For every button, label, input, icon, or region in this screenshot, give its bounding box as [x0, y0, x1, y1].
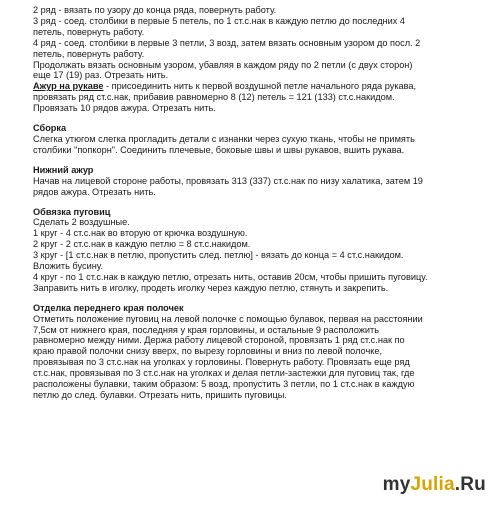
document-body — [33, 5, 473, 401]
sleeve-heading: Ажур на рукаве — [33, 81, 104, 92]
sleeve-section — [33, 81, 473, 114]
front-edge-text: Отметить положение пуговиц на левой полочке с помощью булавок, первая на расстоянии 7,5см от нижнего края, последняя у края горловины, и остальные 9 расположить равномерно между ними. Держа работу лицевой стороной, провязать 1 ряд ст.с.нак по краю правой полочки снизу вверх, по вырезу горловины и вниз по левой полочке, провязывая по 3 ст.с.нак на уголках у горловины. Повернуть работу. Провязать еще ряд ст.с.нак, провязывая по 3 ст.с.нак на уголках и делая петли-застежки для пуговиц так, где расположены булавки, таким образом: 5 возд, пропустить 3 петли, по 1 ст.с.нак в каждую петлю до след. булавки. Отрезать нить, пришить пуговицы. — [33, 313, 423, 400]
logo-part-my: my — [382, 474, 411, 495]
bottom-lace-heading: Нижний ажур — [33, 164, 94, 175]
buttons-line: 2 круг - 2 ст.с.нак в каждую петлю = 8 ст.с.накидом. — [33, 239, 251, 250]
buttons-section — [33, 207, 473, 294]
intro-row-3: 3 ряд - соед. столбики в первые 5 петель, по 1 ст.с.нак в каждую петлю до последних 4 петель, повернуть работу. — [33, 15, 406, 37]
assembly-heading: Сборка — [33, 123, 67, 134]
front-edge-section — [33, 303, 473, 401]
buttons-heading: Обвязка пуговиц — [33, 206, 111, 217]
bottom-lace-section — [33, 165, 473, 198]
front-edge-heading: Отделка переднего края полочек — [33, 302, 184, 313]
buttons-line: 1 круг - 4 ст.с.нак во вторую от крючка воздушную. — [33, 228, 248, 239]
logo-part-julia: Julia — [410, 474, 455, 495]
buttons-line: 4 круг - по 1 ст.с.нак в каждую петлю, отрезать нить, оставив 20см, чтобы пришить пуговицу. — [33, 271, 428, 282]
bottom-lace-text: Начав на лицевой стороне работы, провязать 313 (337) ст.с.нак по низу халатика, затем 19 рядов ажура. Отрезать нить. — [33, 175, 423, 197]
intro-continue: Продолжать вязать основным узором, убавляя в каждом ряду по 2 петли (с двух сторон) еще 17 (19) раз. Отрезать нить. — [33, 59, 413, 81]
site-logo — [383, 474, 486, 496]
buttons-line: Вложить бусину. — [33, 261, 103, 272]
intro-row-2: 2 ряд - вязать по узору до конца ряда, повернуть работу. — [33, 5, 277, 15]
buttons-line: Сделать 2 воздушные. — [33, 217, 130, 228]
intro-row-4: 4 ряд - соед. столбики в первые 3 петли, 3 возд, затем вязать основным узором до посл. 2 петель, повернуть работу. — [33, 37, 421, 59]
logo-part-ru: .Ru — [454, 474, 486, 495]
sleeve-text: - присоединить нить к первой воздушной петле начального ряда рукава, провязать ряд ст.с.нак, прибавив равномерно 8 (12) петель = 121 (133) ст.с.накидом. Провязать 10 рядов ажура. Отрезать нить. — [33, 81, 417, 114]
assembly-text: Слегка утюгом слегка прогладить детали с изнанки через сухую ткань, чтобы не примять столбики "попкорн". Соединить плечевые, боковые швы и швы рукавов, вшить рукава. — [33, 133, 415, 155]
assembly-section — [33, 123, 473, 156]
buttons-line: 3 круг - [1 ст.с.нак в петлю, пропустить след. петлю] - вязать до конца = 4 ст.с.накидом. — [33, 250, 404, 261]
buttons-line: Заправить нить в иголку, продеть иголку через каждую петлю, стянуть и закрепить. — [33, 282, 389, 293]
